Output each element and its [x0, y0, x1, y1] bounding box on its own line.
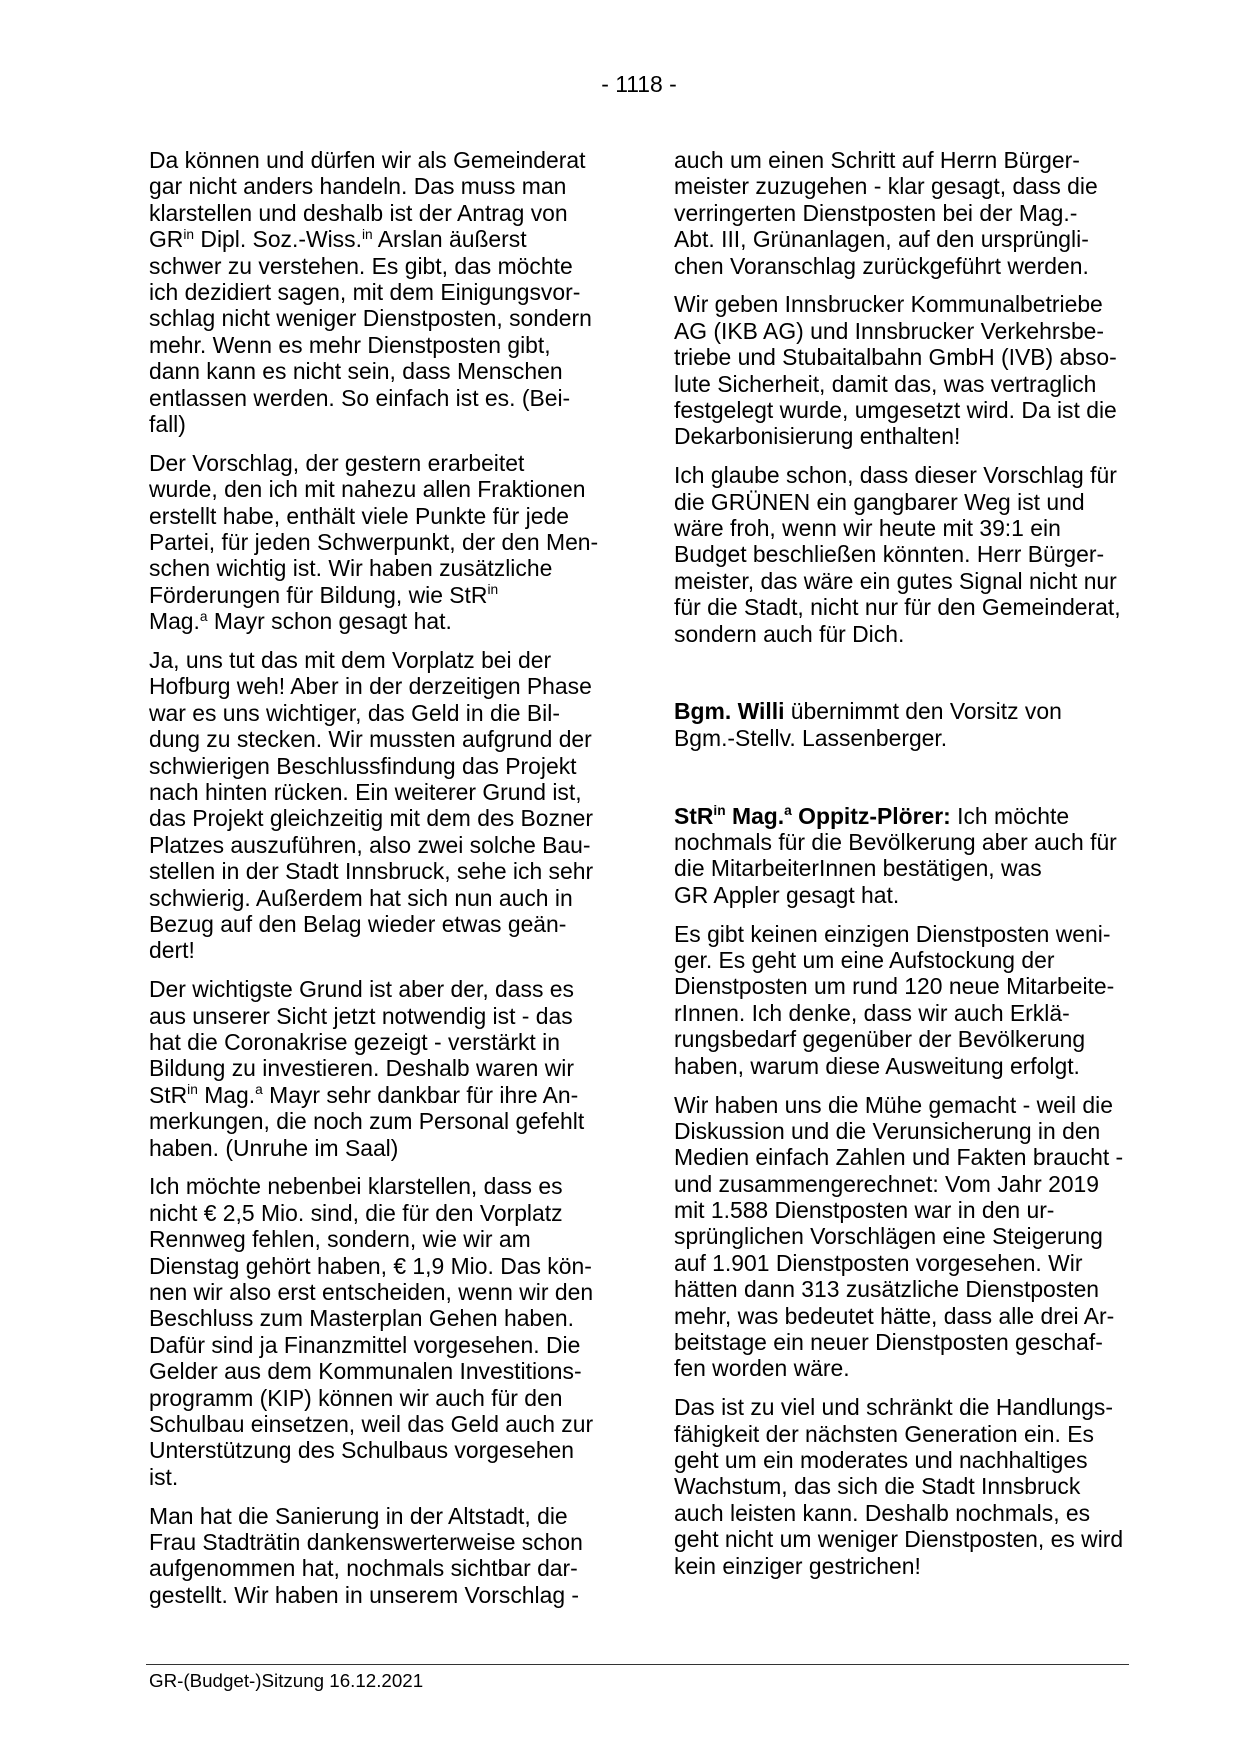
- bold-text: Oppitz-Plörer:: [791, 802, 951, 829]
- text-segment: Arslan äußerst: [372, 226, 527, 253]
- superscript: in: [183, 226, 195, 242]
- text-line: haben, warum diese Ausweitung erfolgt.: [674, 1052, 1080, 1079]
- text-line: nach hinten rücken. Ein weiterer Grund ist,: [149, 778, 582, 805]
- text-line: [149, 608, 604, 634]
- text-line: war es uns wichtiger, das Geld in die Bil-: [149, 699, 560, 726]
- text-line: Dekarbonisierung enthalten!: [674, 423, 961, 450]
- text-line: wurde, den ich mit nahezu allen Fraktionen: [149, 476, 586, 503]
- superscript: a: [784, 803, 792, 819]
- text-line: Wir geben Innsbrucker Kommunalbetriebe: [674, 291, 1103, 318]
- superscript: in: [487, 582, 499, 598]
- text-line: ger. Es geht um eine Aufstockung der: [674, 947, 1055, 974]
- left-column-section: [149, 147, 604, 1621]
- text-line: Dafür sind ja Finanzmittel vorgesehen. Die: [149, 1331, 581, 1358]
- paragraph: [149, 1503, 604, 1609]
- text-segment: Mayr schon gesagt hat.: [207, 608, 452, 635]
- text-line: meister, das wäre ein gutes Signal nicht nur: [674, 567, 1117, 594]
- text-line: rInnen. Ich denke, dass wir auch Erklä-: [674, 999, 1070, 1026]
- superscript: in: [187, 1082, 198, 1098]
- footer-text: GR-(Budget-)Sitzung 16.12.2021: [149, 1670, 424, 1691]
- text-line: schlag nicht weniger Dienstposten, sondern: [149, 305, 592, 332]
- text-line: gar nicht anders handeln. Das muss man: [149, 173, 567, 200]
- text-line: dert!: [149, 937, 195, 964]
- text-line: Partei, für jeden Schwerpunkt, der den Men-: [149, 528, 599, 555]
- text-line: Das ist zu viel und schränkt die Handlungs-: [674, 1394, 1113, 1421]
- text-line: Gelder aus dem Kommunalen Investitions-: [149, 1358, 582, 1385]
- text-line: Da können und dürfen wir als Gemeinderat: [149, 147, 586, 173]
- paragraph: [674, 1092, 1129, 1382]
- text-segment: Mag.: [197, 1081, 256, 1108]
- right-column-section: [674, 147, 1129, 660]
- text-line: die GRÜNEN ein gangbarer Weg ist und: [674, 488, 1085, 515]
- paragraph: [149, 647, 604, 964]
- paragraph: [674, 1394, 1129, 1579]
- text-line: für die Stadt, nicht nur für den Gemeinderat,: [674, 594, 1121, 621]
- text-line: mehr. Wenn es mehr Dienstposten gibt,: [149, 331, 551, 358]
- paragraph: [674, 698, 1129, 751]
- footer-rule: [146, 1664, 1129, 1665]
- text-line: auf 1.901 Dienstposten vorgesehen. Wir: [674, 1249, 1083, 1276]
- text-line: sprünglichen Vorschlägen eine Steigerung: [674, 1223, 1103, 1250]
- paragraph: [149, 1173, 604, 1490]
- text-line: mit 1.588 Dienstposten war in den ur-: [674, 1197, 1055, 1224]
- text-line: sondern auch für Dich.: [674, 620, 905, 647]
- text-segment: Förderungen für Bildung, wie StR: [149, 581, 488, 608]
- text-line: Bezug auf den Belag wieder etwas geän-: [149, 910, 567, 937]
- right-column-section: [674, 698, 1129, 763]
- text-line: schwierigen Beschlussfindung das Projekt: [149, 752, 577, 779]
- text-line: mehr, was bedeutet hätte, dass alle drei Ar-: [674, 1302, 1115, 1329]
- text-line: [674, 698, 1129, 724]
- text-line: haben. (Unruhe im Saal): [149, 1134, 399, 1161]
- text-line: schwer zu verstehen. Es gibt, das möchte: [149, 252, 573, 279]
- text-line: Beschluss zum Masterplan Gehen haben.: [149, 1305, 574, 1332]
- text-line: Wir haben uns die Mühe gemacht - weil die: [674, 1091, 1113, 1118]
- text-line: wäre froh, wenn wir heute mit 39:1 ein: [674, 515, 1061, 542]
- text-line: merkungen, die noch zum Personal gefehlt: [149, 1108, 585, 1135]
- text-segment: Dipl. Soz.-Wiss.: [194, 226, 362, 253]
- text-line: Bildung zu investieren. Deshalb waren wir: [149, 1055, 574, 1082]
- superscript: a: [199, 608, 208, 624]
- text-line: rungsbedarf gegenüber der Bevölkerung: [674, 1026, 1086, 1053]
- text-line: Unterstützung des Schulbaus vorgesehen: [149, 1437, 575, 1464]
- text-line: [149, 1082, 604, 1108]
- paragraph: [674, 291, 1129, 449]
- superscript: a: [255, 1082, 263, 1098]
- text-line: [149, 226, 604, 252]
- text-line: nicht € 2,5 Mio. sind, die für den Vorplatz: [149, 1199, 563, 1226]
- text-segment: GR: [149, 226, 184, 253]
- text-line: [149, 582, 604, 608]
- text-line: erstellt habe, enthält viele Punkte für jede: [149, 502, 569, 529]
- paragraph: [674, 921, 1129, 1079]
- text-line: AG (IKB AG) und Innsbrucker Verkehrsbe-: [674, 317, 1105, 344]
- text-line: Wachstum, das sich die Stadt Innsbruck: [674, 1473, 1081, 1500]
- text-line: gestellt. Wir haben in unserem Vorschlag -: [149, 1581, 580, 1608]
- text-line: Abt. III, Grünanlagen, auf den ursprüngli-: [674, 226, 1089, 253]
- text-line: Ja, uns tut das mit dem Vorplatz bei der: [149, 647, 552, 674]
- text-line: programm (KIP) können wir auch für den: [149, 1384, 563, 1411]
- text-line: meister zuzugehen - klar gesagt, dass die: [674, 173, 1098, 200]
- text-segment: StR: [149, 1081, 188, 1108]
- text-line: Medien einfach Zahlen und Fakten braucht -: [674, 1144, 1124, 1171]
- text-line: schen wichtig ist. Wir haben zusätzliche: [149, 555, 553, 582]
- text-segment: übernimmt den Vorsitz von: [784, 698, 1062, 725]
- text-line: hat die Coronakrise gezeigt - verstärkt in: [149, 1029, 560, 1055]
- text-line: Bgm.-Stellv. Lassenberger.: [674, 724, 948, 751]
- text-line: Ich möchte nebenbei klarstellen, dass es: [149, 1173, 563, 1200]
- text-line: die MitarbeiterInnen bestätigen, was: [674, 855, 1042, 882]
- text-line: GR Appler gesagt hat.: [674, 881, 900, 908]
- left-column: [149, 147, 604, 1621]
- text-line: nen wir also erst entscheiden, wenn wir den: [149, 1279, 594, 1306]
- bold-text: Bgm. Willi: [674, 698, 785, 725]
- text-line: Der wichtigste Grund ist aber der, dass es: [149, 976, 574, 1003]
- text-line: dung zu stecken. Wir mussten aufgrund der: [149, 726, 592, 753]
- superscript: in: [361, 226, 373, 242]
- text-line: Platzes auszuführen, also zwei solche Bau-: [149, 831, 591, 858]
- text-line: festgelegt wurde, umgesetzt wird. Da ist die: [674, 397, 1117, 424]
- text-line: geht nicht um weniger Dienstposten, es wird: [674, 1526, 1124, 1553]
- paragraph: [674, 147, 1129, 279]
- text-line: Dienstag gehört haben, € 1,9 Mio. Das kön-: [149, 1252, 592, 1279]
- text-line: auch leisten kann. Deshalb nochmals, es: [674, 1499, 1091, 1526]
- text-line: Dienstposten um rund 120 neue Mitarbeite-: [674, 973, 1115, 1000]
- text-line: fall): [149, 410, 186, 437]
- text-line: entlassen werden. So einfach ist es. (Bei-: [149, 384, 571, 411]
- text-segment: Ich möchte: [950, 802, 1070, 829]
- text-line: und zusammengerechnet: Vom Jahr 2019: [674, 1170, 1100, 1197]
- text-line: das Projekt gleichzeitig mit dem des Bozner: [149, 805, 594, 832]
- text-line: ist.: [149, 1463, 179, 1490]
- text-line: Hofburg weh! Aber in der derzeitigen Phase: [149, 673, 592, 700]
- text-line: Diskussion und die Verunsicherung in den: [674, 1117, 1101, 1144]
- text-line: kein einziger gestrichen!: [674, 1552, 921, 1579]
- text-line: dann kann es nicht sein, dass Menschen: [149, 358, 563, 385]
- text-line: lute Sicherheit, damit das, was vertraglich: [674, 370, 1097, 397]
- text-line: ich dezidiert sagen, mit dem Einigungsvor-: [149, 278, 581, 305]
- paragraph: [149, 976, 604, 1161]
- bold-text: Mag.: [725, 802, 785, 829]
- paragraph: [149, 147, 604, 437]
- text-line: schwierig. Außerdem hat sich nun auch in: [149, 884, 573, 911]
- text-line: geht um ein moderates und nachhaltiges: [674, 1447, 1088, 1474]
- text-segment: Mag.: [149, 608, 200, 635]
- text-line: fen worden wäre.: [674, 1355, 850, 1382]
- page-number: - 1118 -: [601, 71, 677, 97]
- text-line: Es gibt keinen einzigen Dienstposten weni-: [674, 920, 1111, 947]
- text-line: Budget beschließen könnten. Herr Bürger-: [674, 541, 1105, 568]
- right-column-section: [674, 803, 1129, 1592]
- text-line: aus unserer Sicht jetzt notwendig ist - das: [149, 1002, 573, 1029]
- superscript: in: [713, 803, 726, 819]
- text-line: Man hat die Sanierung in der Altstadt, die: [149, 1502, 568, 1529]
- text-line: nochmals für die Bevölkerung aber auch für: [674, 828, 1117, 855]
- text-line: beitstage ein neuer Dienstposten geschaf-: [674, 1329, 1103, 1356]
- text-line: Ich glaube schon, dass dieser Vorschlag für: [674, 462, 1117, 489]
- text-line: chen Voranschlag zurückgeführt werden.: [674, 252, 1089, 279]
- text-line: stellen in der Stadt Innsbruck, sehe ich sehr: [149, 858, 594, 885]
- text-line: auch um einen Schritt auf Herrn Bürger-: [674, 147, 1080, 173]
- text-line: Frau Stadträtin dankenswerterweise schon: [149, 1529, 583, 1556]
- text-line: [674, 803, 1129, 829]
- right-column: [674, 147, 1129, 1592]
- text-line: fähigkeit der nächsten Generation ein. Es: [674, 1420, 1094, 1447]
- text-line: klarstellen und deshalb ist der Antrag von: [149, 199, 568, 226]
- text-line: Der Vorschlag, der gestern erarbeitet: [149, 449, 525, 476]
- text-segment: Mayr sehr dankbar für ihre An-: [262, 1081, 579, 1108]
- paragraph: [149, 450, 604, 635]
- text-line: verringerten Dienstposten bei der Mag.-: [674, 199, 1078, 226]
- text-line: aufgenommen hat, nochmals sichtbar dar-: [149, 1555, 578, 1582]
- bold-text: StR: [674, 802, 714, 829]
- text-line: Rennweg fehlen, sondern, wie wir am: [149, 1226, 531, 1253]
- text-line: hätten dann 313 zusätzliche Dienstposten: [674, 1276, 1100, 1303]
- text-line: triebe und Stubaitalbahn GmbH (IVB) abso-: [674, 344, 1117, 371]
- text-line: Schulbau einsetzen, weil das Geld auch zur: [149, 1410, 594, 1437]
- paragraph: [674, 462, 1129, 647]
- paragraph: [674, 803, 1129, 909]
